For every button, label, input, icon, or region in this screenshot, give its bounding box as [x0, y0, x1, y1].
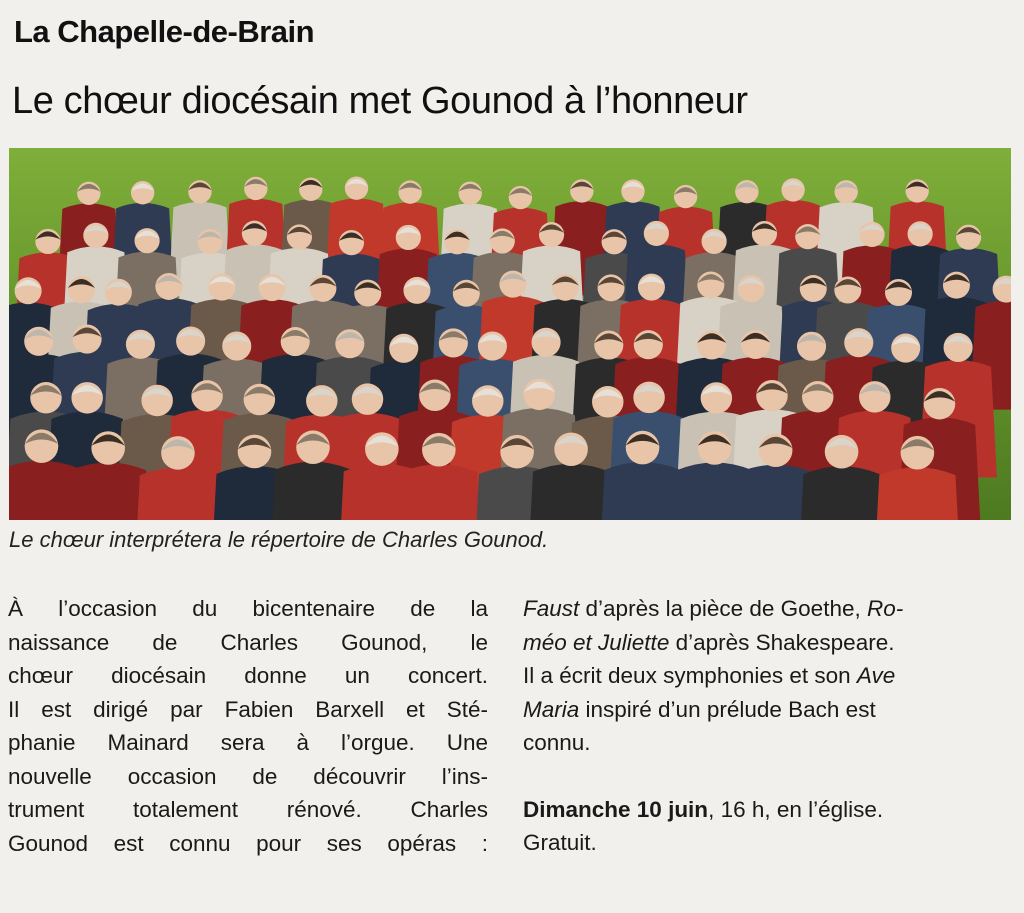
- article-headline: Le chœur diocésain met Gounod à l’honneur: [12, 80, 748, 122]
- body-line: nouvelle occasion de découvrir l’ins-: [8, 763, 488, 789]
- work-title: méo et Juliette: [523, 629, 670, 655]
- body-line: Gounod est connu pour ses opéras :: [8, 830, 488, 856]
- body-text: d’après Shakespeare.: [669, 629, 895, 655]
- choir-member-body: [873, 467, 963, 520]
- work-title: Faust: [523, 596, 580, 621]
- photo-caption: Le chœur interprétera le répertoire de Charles Gounod.: [9, 527, 549, 552]
- body-line: [523, 693, 1007, 727]
- event-date: Dimanche 10 juin: [523, 796, 709, 822]
- kicker-location: La Chapelle-de-Brain: [14, 14, 315, 49]
- body-line: À l’occasion du bicentenaire de la: [8, 596, 488, 621]
- paragraph-gap: [523, 760, 1007, 793]
- work-title: Ave: [856, 663, 896, 688]
- choir-photo-illustration: [9, 148, 1011, 520]
- choir-member-body: [133, 467, 223, 520]
- choir-member-body: [797, 466, 887, 520]
- choir-group-photo: [9, 148, 1011, 520]
- body-line: [523, 659, 1007, 693]
- body-text: d’après la pièce de Goethe,: [579, 596, 867, 621]
- event-info: [523, 793, 1007, 827]
- event-price: Gratuit.: [523, 830, 597, 855]
- body-line: Il est dirigé par Fabien Barxell et Sté-: [8, 696, 488, 722]
- body-line: trument totalement rénové. Charles: [8, 797, 488, 822]
- body-line: naissance de Charles Gounod, le: [8, 629, 488, 655]
- body-text: inspiré d’un prélude Bach est: [579, 696, 876, 722]
- choir-member-body: [598, 462, 688, 520]
- body-line: [523, 626, 1007, 660]
- work-title: Maria: [523, 696, 580, 722]
- body-line: [523, 592, 1007, 626]
- choir-member-body: [394, 464, 484, 520]
- article-body-right: [523, 592, 1007, 860]
- article-body-left: [8, 592, 488, 860]
- body-text: Il a écrit deux symphonies et son: [523, 663, 857, 688]
- body-line: phanie Mainard sera à l’orgue. Une: [8, 730, 488, 755]
- body-line: chœur diocésain donne un concert.: [8, 663, 488, 688]
- body-line: connu.: [523, 730, 591, 755]
- work-title: Ro-: [866, 596, 904, 621]
- event-details: , 16 h, en l’église.: [708, 796, 884, 822]
